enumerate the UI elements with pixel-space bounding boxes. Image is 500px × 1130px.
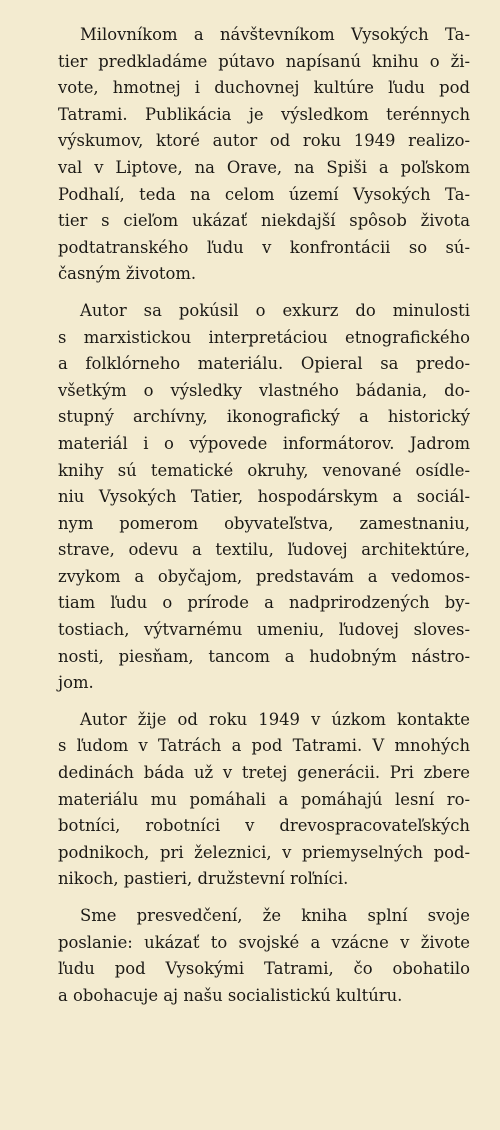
paragraph [58,707,470,893]
text-line: tier s cieľom ukázať niekdajší spôsob života [58,211,470,231]
text-line: knihy sú tematické okruhy, venované osídle- [58,460,470,480]
text-line: s ľudom v Tatrách a pod Tatrami. V mnohých [58,736,470,756]
text-line: a folklórneho materiálu. Opieral sa predo- [58,354,470,374]
text-line: Milovníkom a návštevníkom Vysokých Ta- [80,25,470,44]
text-line: zvykom a obyčajom, predstavám a vedomos- [58,566,470,586]
paragraph [58,903,470,1009]
text-line: niu Vysokých Tatier, hospodárskym a sociál- [58,487,470,507]
text-line: materiálu mu pomáhali a pomáhajú lesní ro- [58,789,470,809]
text-line: Sme presvedčení, že kniha splní svoje [80,906,470,925]
text-line: a obohacuje aj našu socialistickú kultúru. [58,985,403,1005]
text-line: poslanie: ukázať to svojské a vzácne v živote [58,932,470,952]
text-line: ľudu pod Vysokými Tatrami, čo obohatilo [58,959,470,979]
text-line: dedinách báda už v tretej generácii. Pri zbere [58,763,470,783]
text-line: nikoch, pastieri, družstevní roľníci. [58,869,349,889]
text-line: Tatrami. Publikácia je výsledkom terénnych [58,104,470,124]
text-line: výskumov, ktoré autor od roku 1949 realizo- [58,131,470,151]
text-line: val v Liptove, na Orave, na Spiši a poľskom [58,157,470,177]
text-line: strave, odevu a textilu, ľudovej architektúre, [58,540,470,560]
text-line: nosti, piesňam, tancom a hudobným nástro- [58,646,470,666]
text-line: všetkým o výsledky vlastného bádania, do- [58,380,470,400]
text-line: Autor žije od roku 1949 v úzkom kontakte [80,709,470,729]
text-line: materiál i o výpovede informátorov. Jadrom [58,433,470,453]
text-line: podtatranského ľudu v konfrontácii so sú- [58,237,470,257]
text-line: tiam ľudu o prírode a nadprirodzených by- [58,593,470,613]
paragraph [58,22,470,288]
text-line: Podhalí, teda na celom území Vysokých Ta- [58,184,470,204]
text-line: podnikoch, pri železnici, v priemyselných pod- [58,842,470,862]
text-line: tier predkladáme pútavo napísanú knihu o ži- [58,51,470,71]
text-line: s marxistickou interpretáciou etnografického [58,327,470,347]
text-line: nym pomerom obyvateľstva, zamestnaniu, [58,513,470,533]
text-line: botníci, robotníci v drevospracovateľských [58,816,470,836]
text-line: tostiach, výtvarnému umeniu, ľudovej sloves- [58,620,470,640]
paragraph [58,298,470,697]
text-line: časným životom. [58,264,197,284]
text-line: stupný archívny, ikonografický a historický [58,407,470,427]
book-blurb-text [58,22,470,1019]
text-line: Autor sa pokúsil o exkurz do minulosti [80,300,470,320]
text-line: jom. [58,673,94,693]
text-line: vote, hmotnej i duchovnej kultúre ľudu pod [58,78,470,98]
